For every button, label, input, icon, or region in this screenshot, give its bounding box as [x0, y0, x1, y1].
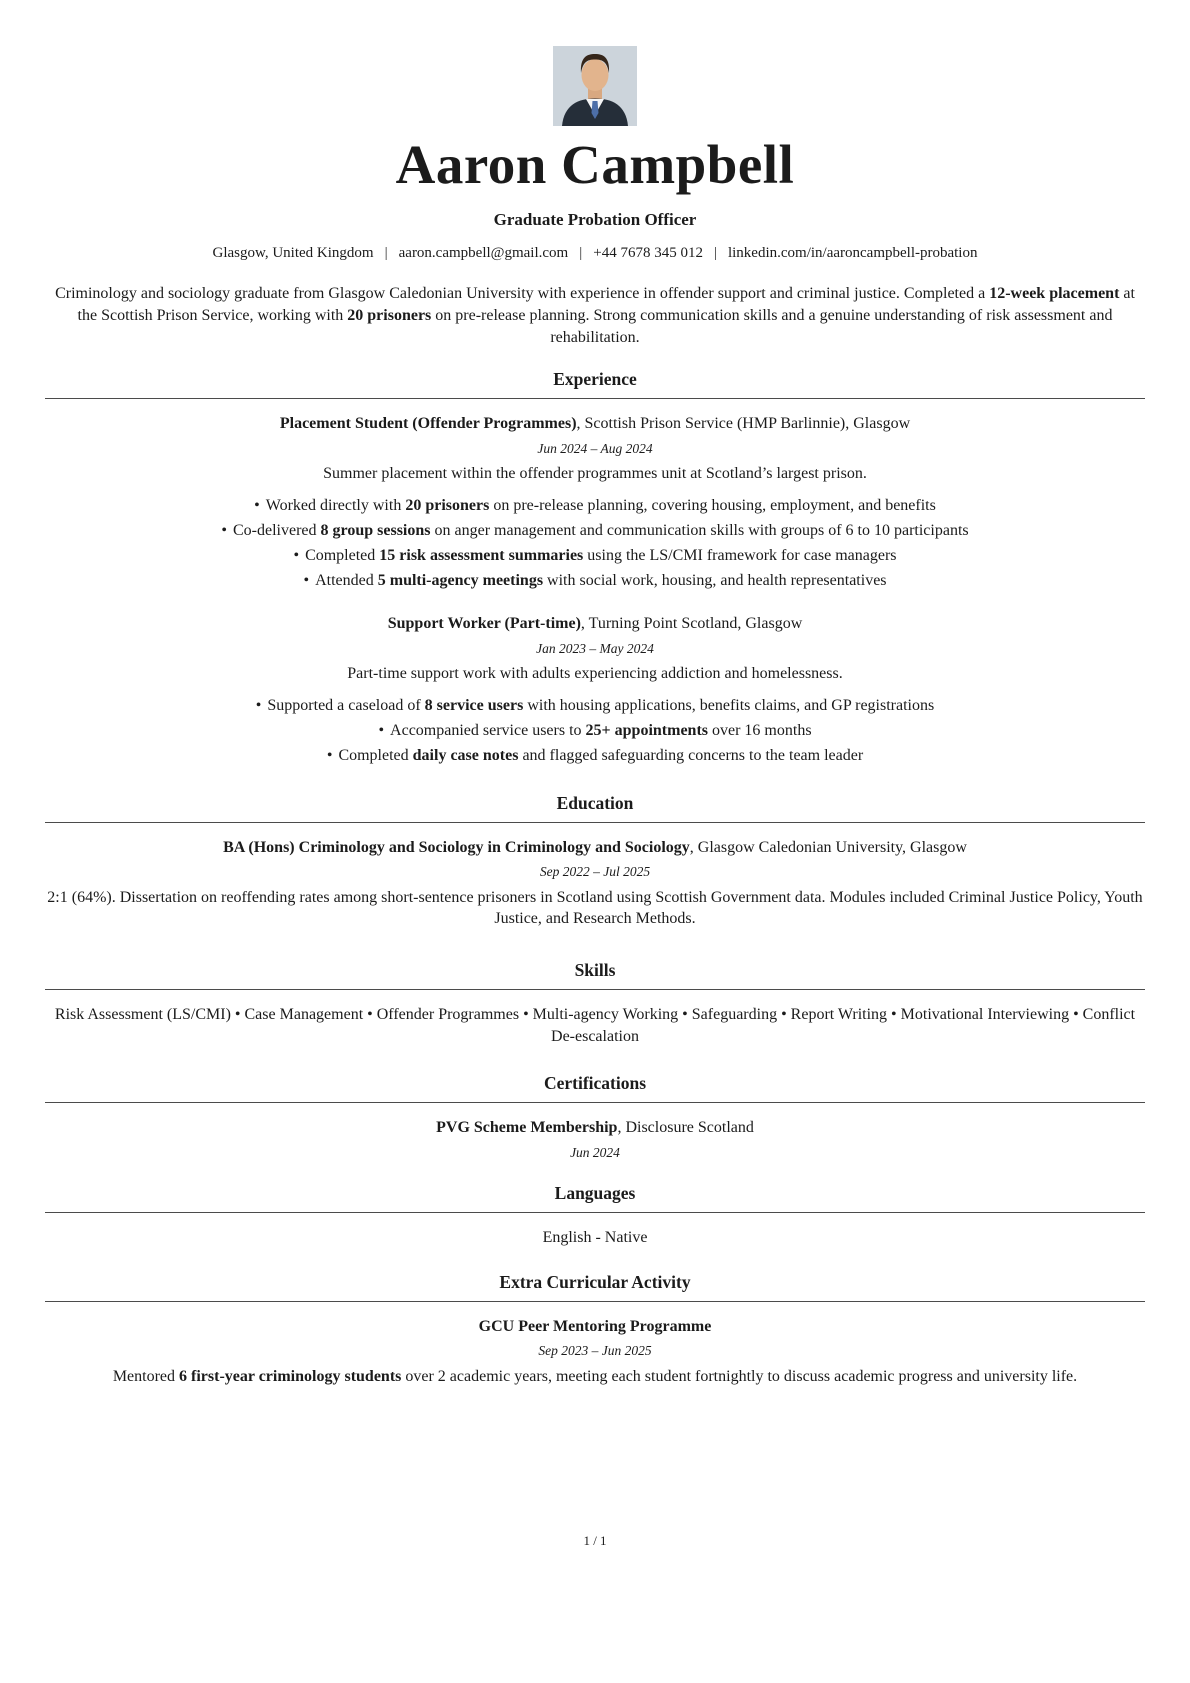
section-heading-extra-curricular: Extra Curricular Activity — [45, 1272, 1145, 1302]
bullet-item — [45, 695, 1145, 717]
section-certifications — [45, 1073, 1145, 1161]
bullet-glyph: • — [378, 721, 385, 739]
entry-degree: BA (Hons) Criminology and Sociology in Criminology and Sociology — [223, 838, 690, 856]
page-number: 1 / 1 — [583, 1533, 607, 1548]
language-item: English - Native — [542, 1229, 648, 1247]
section-education — [45, 793, 1145, 931]
bullet-item — [45, 520, 1145, 542]
pipe-separator: | — [713, 244, 717, 261]
education-entry — [45, 838, 1145, 931]
entry-title-line — [45, 614, 1145, 635]
bullet-item — [45, 745, 1145, 767]
entry-description: Part-time support work with adults experiencing addiction and homelessness. — [347, 665, 843, 683]
entry-title-line — [45, 1317, 1145, 1338]
entry-org: , Disclosure Scotland — [617, 1118, 754, 1136]
certification-entry — [45, 1118, 1145, 1161]
entry-dates: Jun 2024 — [570, 1144, 620, 1160]
section-heading-languages: Languages — [45, 1183, 1145, 1213]
entry-title-line — [45, 414, 1145, 435]
entry-org: , Turning Point Scotland, Glasgow — [580, 614, 803, 632]
extra-curricular-entry — [45, 1317, 1145, 1388]
bullet-glyph: • — [254, 496, 260, 514]
bullet-text: Attended 5 multi-agency meetings with social work, housing, and health representatives — [315, 572, 887, 590]
entry-role: Support Worker (Part-time) — [387, 614, 581, 632]
experience-entry-1 — [45, 414, 1145, 592]
entry-description: 2:1 (64%). Dissertation on reoffending rates among short-sentence prisoners in Scotland using Scottish Government data. Modules included Criminal Justice Policy, Youth Justice, and Research Methods. — [47, 888, 1143, 928]
bullet-glyph: • — [255, 696, 262, 714]
pipe-separator: | — [579, 244, 583, 261]
entry-dates: Jan 2023 – May 2024 — [536, 640, 654, 656]
candidate-name: Aaron Campbell — [395, 134, 795, 195]
entry-role: Placement Student (Offender Programmes) — [279, 414, 577, 432]
entry-description: Summer placement within the offender programmes unit at Scotland’s largest prison. — [323, 465, 867, 483]
contact-linkedin: linkedin.com/in/aaroncampbell-probation — [727, 244, 978, 261]
entry-dates: Jun 2024 – Aug 2024 — [537, 440, 653, 456]
entry-title-line — [45, 1118, 1145, 1139]
pipe-separator: | — [384, 244, 388, 261]
entry-org: , Scottish Prison Service (HMP Barlinnie), Glasgow — [576, 414, 911, 432]
entry-title-line — [45, 838, 1145, 859]
section-heading-experience: Experience — [45, 369, 1145, 399]
entry-dates: Sep 2023 – Jun 2025 — [538, 1343, 652, 1359]
section-heading-skills: Skills — [45, 960, 1145, 990]
bullet-text: Accompanied service users to 25+ appointments over 16 months — [390, 721, 812, 739]
candidate-job-title: Graduate Probation Officer — [493, 209, 697, 229]
bullet-item — [45, 720, 1145, 742]
entry-dates: Sep 2022 – Jul 2025 — [539, 864, 651, 880]
experience-entry-2 — [45, 614, 1145, 767]
section-heading-certifications: Certifications — [45, 1073, 1145, 1103]
activity-name: GCU Peer Mentoring Programme — [478, 1317, 712, 1335]
bullet-glyph: • — [303, 572, 310, 590]
bullet-item — [45, 495, 1145, 517]
bullet-item — [45, 545, 1145, 567]
entry-org: , Glasgow Caledonian University, Glasgow — [689, 838, 967, 856]
contact-line — [45, 245, 1145, 262]
bullet-list — [45, 495, 1145, 592]
bullet-text: Co-delivered 8 group sessions on anger management and communication skills with groups of 6 to 10 participants — [233, 522, 969, 540]
professional-summary: Criminology and sociology graduate from Glasgow Caledonian University with experience in offender support and criminal justice. Completed a 12-week placement at the Scottish Prison Service, working with 20 prisoners on pre-release planning. Strong communication skills and a genuine understanding of risk assessment and rehabilitation. — [55, 284, 1135, 346]
bullet-item — [45, 570, 1145, 592]
certification-name: PVG Scheme Membership — [436, 1118, 618, 1136]
section-skills — [45, 960, 1145, 1049]
section-experience — [45, 369, 1145, 767]
bullet-glyph: • — [326, 746, 333, 764]
bullet-text: Worked directly with 20 prisoners on pre-release planning, covering housing, employment, and benefits — [265, 496, 936, 514]
section-languages — [45, 1183, 1145, 1249]
entry-description: Mentored 6 first-year criminology students over 2 academic years, meeting each student fortnightly to discuss academic progress and university life. — [112, 1367, 1078, 1385]
bullet-text: Supported a caseload of 8 service users with housing applications, benefits claims, and GP registrations — [267, 696, 935, 714]
bullet-list — [45, 695, 1145, 767]
section-extra-curricular — [45, 1272, 1145, 1388]
contact-email: aaron.campbell@gmail.com — [398, 244, 569, 261]
skills-list: Risk Assessment (LS/CMI) • Case Management • Offender Programmes • Multi-agency Working • Safeguarding • Report Writing • Motivational Interviewing • Conflict De-escalation — [54, 1006, 1136, 1046]
bullet-text: Completed daily case notes and flagged safeguarding concerns to the team leader — [338, 746, 864, 764]
headshot-photo — [553, 46, 637, 126]
bullet-text: Completed 15 risk assessment summaries using the LS/CMI framework for case managers — [305, 547, 897, 565]
contact-location: Glasgow, United Kingdom — [212, 244, 374, 261]
contact-phone: +44 7678 345 012 — [593, 244, 703, 261]
bullet-glyph: • — [221, 522, 227, 540]
section-heading-education: Education — [45, 793, 1145, 823]
bullet-glyph: • — [293, 547, 300, 565]
